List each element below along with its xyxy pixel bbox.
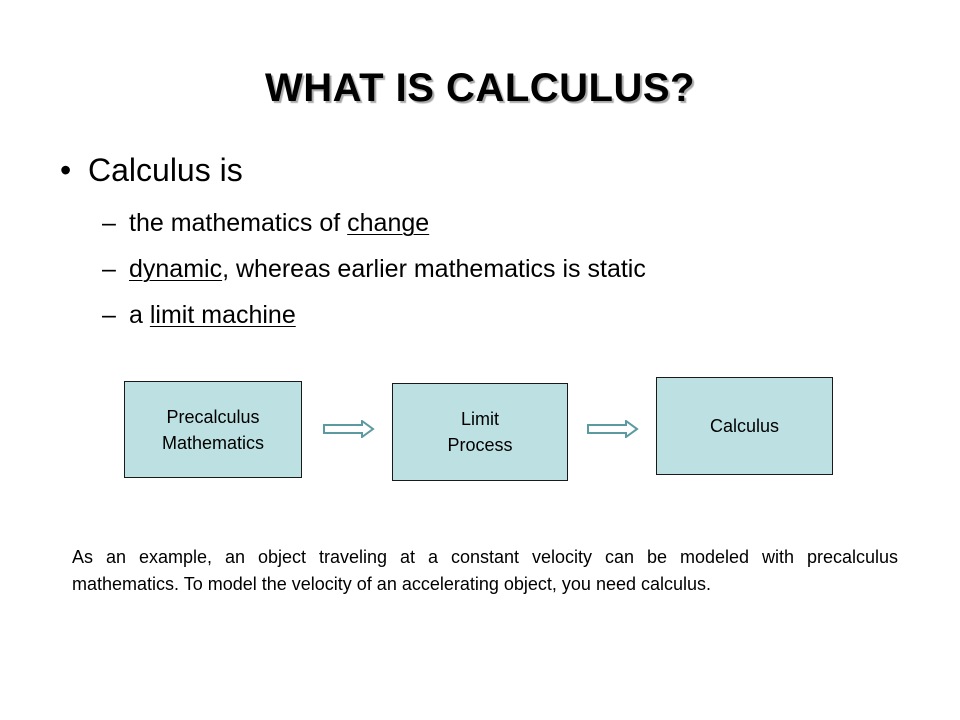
sub-bullet-text: the mathematics of: [129, 209, 348, 237]
example-paragraph: As an example, an object traveling at a constant velocity can be modeled with precalculus mathematics. To model the velocity of an accelerating object, you need calculus.: [72, 547, 898, 594]
sub-bullet-3: [102, 299, 296, 331]
box-label-line2: Process: [447, 435, 513, 455]
underlined-term: limit machine: [149, 301, 296, 329]
box-label-line1: Calculus: [709, 416, 780, 436]
dash-marker: –: [102, 209, 116, 237]
dash-marker: –: [102, 301, 116, 329]
slide-title: WHAT IS CALCULUS?: [265, 66, 695, 110]
bullet-marker: •: [60, 152, 72, 188]
precalculus-box: [124, 381, 302, 478]
box-label-line1: Precalculus: [166, 406, 260, 427]
right-arrow-icon: [323, 420, 375, 438]
sub-bullet-text-after: , whereas earlier mathematics is static: [222, 255, 646, 283]
bullet-item: [60, 150, 243, 190]
sub-bullet-2: [102, 253, 646, 285]
box-label-line1: Limit: [460, 409, 499, 429]
bullet-text: Calculus is: [88, 152, 243, 188]
dash-marker: –: [102, 255, 116, 283]
underlined-term: change: [347, 209, 430, 237]
sub-bullet-1: [102, 207, 429, 239]
calculus-box: [656, 377, 833, 475]
box-label-line2: Mathematics: [161, 432, 265, 453]
limit-process-box: [392, 383, 568, 481]
underlined-term: dynamic: [129, 255, 223, 283]
sub-bullet-text: a: [129, 301, 150, 329]
right-arrow-icon: [587, 420, 639, 438]
